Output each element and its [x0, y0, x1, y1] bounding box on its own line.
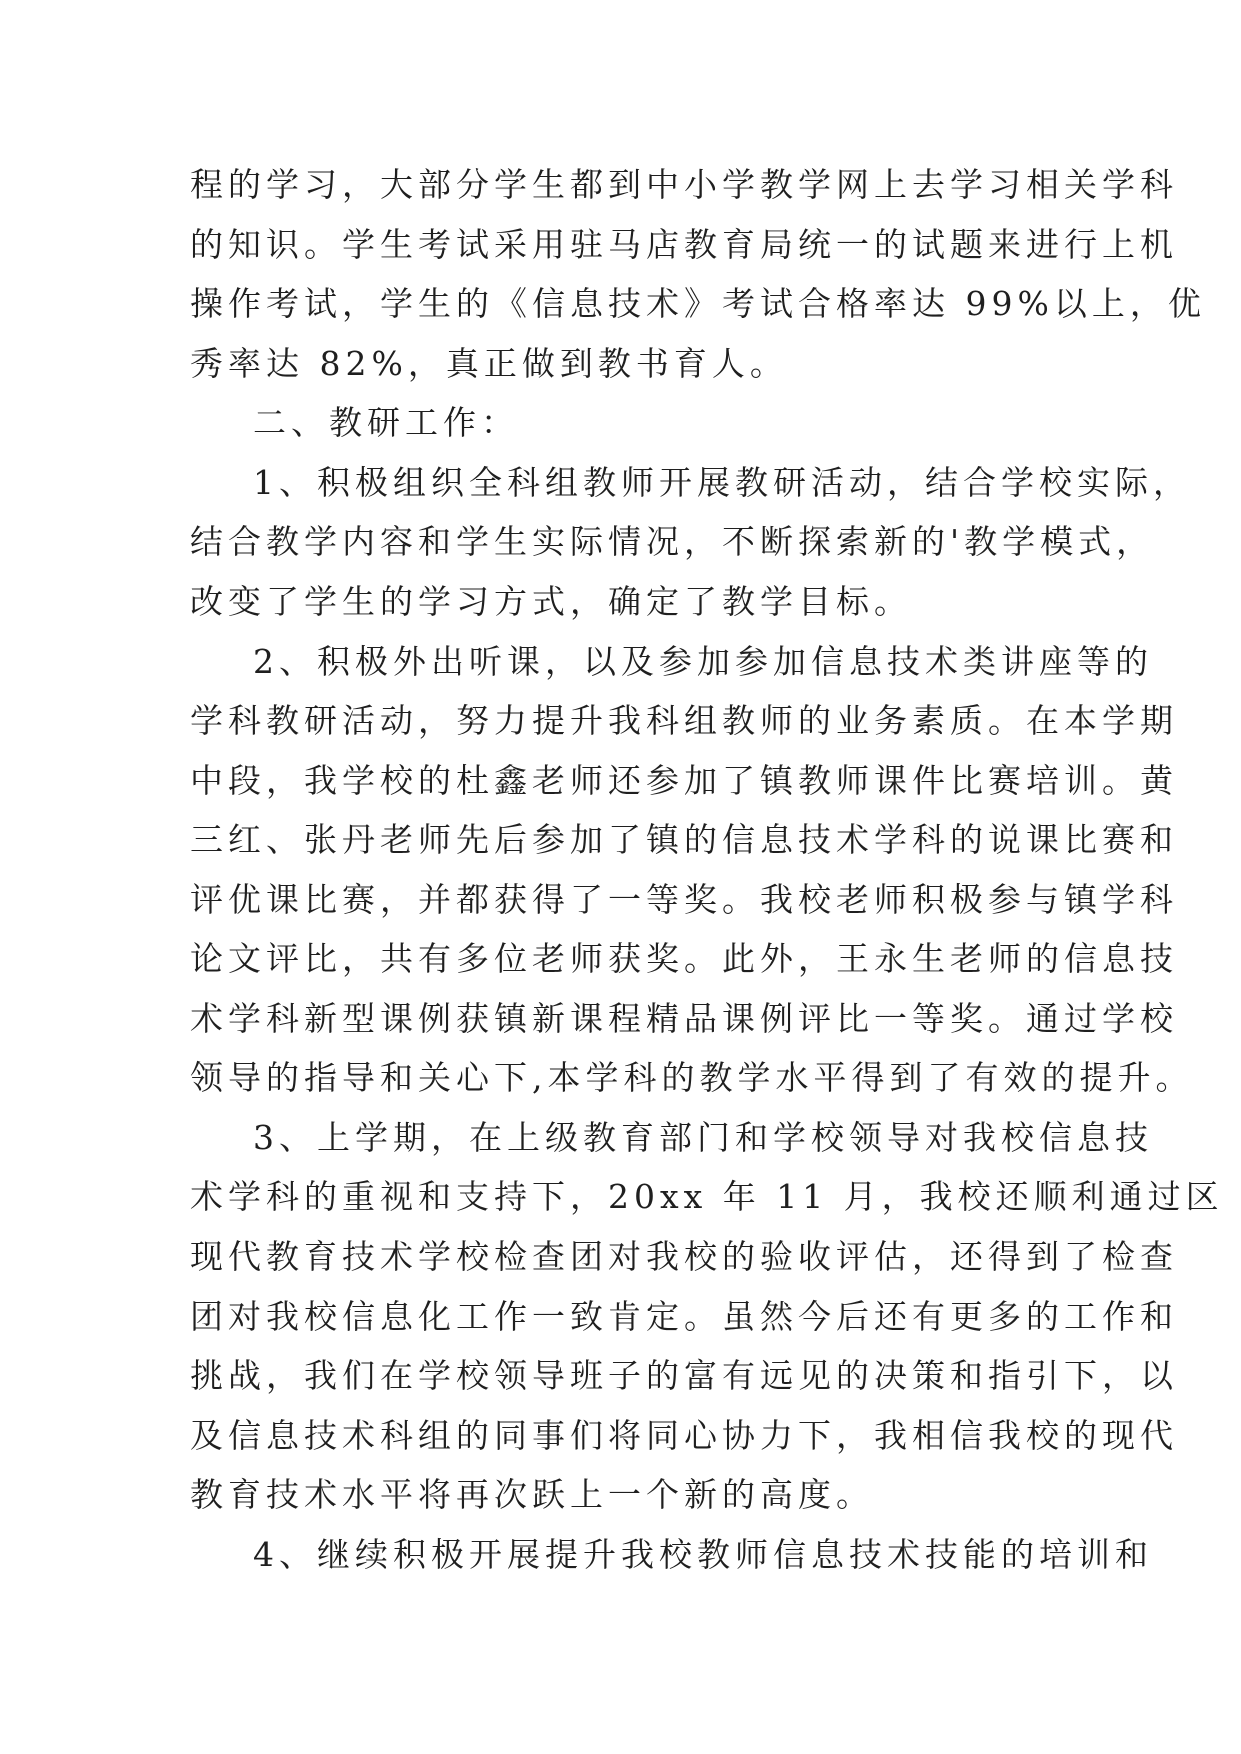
text-line: 改变了学生的学习方式，确定了教学目标。 [190, 582, 912, 621]
text-line: 及信息技术科组的同事们将同心协力下，我相信我校的现代 [190, 1416, 1178, 1455]
text-line: 3、上学期，在上级教育部门和学校领导对我校信息技 [253, 1118, 1153, 1157]
text-line: 三红、张丹老师先后参加了镇的信息技术学科的说课比赛和 [190, 820, 1178, 859]
text-line: 学科教研活动，努力提升我科组教师的业务素质。在本学期 [190, 701, 1178, 740]
text-line: 团对我校信息化工作一致肯定。虽然今后还有更多的工作和 [190, 1297, 1178, 1336]
text-line: 结合教学内容和学生实际情况，不断探索新的'教学模式， [190, 522, 1155, 561]
text-line: 挑战，我们在学校领导班子的富有远见的决策和指引下，以 [190, 1356, 1178, 1395]
text-line: 中段，我学校的杜鑫老师还参加了镇教师课件比赛培训。黄 [190, 761, 1178, 800]
text-line: 教育技术水平将再次跃上一个新的高度。 [190, 1475, 874, 1514]
text-line: 2、积极外出听课，以及参加参加信息技术类讲座等的 [253, 642, 1153, 681]
text-line: 的知识。学生考试采用驻马店教育局统一的试题来进行上机 [190, 225, 1178, 264]
text-line: 操作考试，学生的《信息技术》考试合格率达 99%以上，优 [190, 284, 1206, 323]
text-line: 论文评比，共有多位老师获奖。此外，王永生老师的信息技 [190, 939, 1178, 978]
text-line: 1、积极组织全科组教师开展教研活动，结合学校实际， [253, 463, 1191, 502]
text-line: 程的学习，大部分学生都到中小学教学网上去学习相关学科 [190, 165, 1178, 204]
text-line: 现代教育技术学校检查团对我校的验收评估，还得到了检查 [190, 1237, 1178, 1276]
text-line: 秀率达 82%，真正做到教书育人。 [190, 344, 788, 383]
text-line: 评优课比赛，并都获得了一等奖。我校老师积极参与镇学科 [190, 880, 1178, 919]
section-heading: 二、教研工作： [253, 403, 519, 442]
text-line: 4、继续积极开展提升我校教师信息技术技能的培训和 [253, 1535, 1153, 1574]
text-line: 术学科新型课例获镇新课程精品课例评比一等奖。通过学校 [190, 999, 1178, 1038]
text-line: 领导的指导和关心下,本学科的教学水平得到了有效的提升。 [190, 1058, 1194, 1097]
text-line: 术学科的重视和支持下，20xx 年 11 月，我校还顺利通过区 [190, 1177, 1224, 1216]
